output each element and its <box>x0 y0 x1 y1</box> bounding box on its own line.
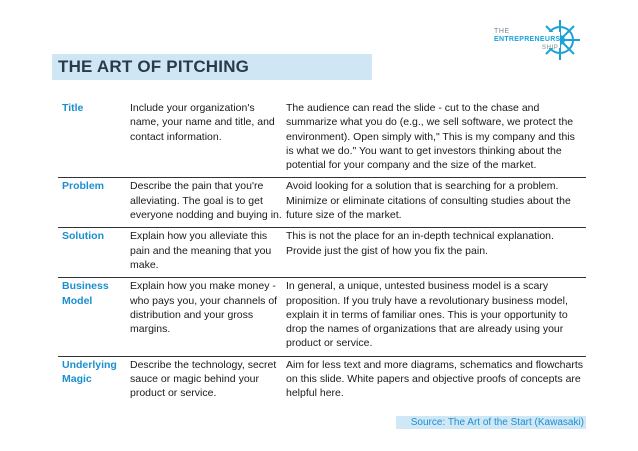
row-advice: This is not the place for an in-depth technical explanation. Provide just the gist of how you fix the pain. <box>284 228 586 278</box>
row-label: Title <box>62 102 84 114</box>
row-description: Describe the pain that you're alleviating. The goal is to get everyone nodding and buying in. <box>128 178 284 228</box>
row-label: Underlying Magic <box>58 356 128 405</box>
logo-line2: ENTREPRENEURS <box>494 36 561 43</box>
row-description: Describe the technology, secret sauce or magic behind your product or service. <box>128 356 284 405</box>
row-label: Problem <box>58 178 128 228</box>
table-row <box>58 278 586 356</box>
table-row <box>58 228 586 278</box>
row-label: Business Model <box>58 278 128 356</box>
row-advice: Avoid looking for a solution that is searching for a problem. Minimize or eliminate citations of consulting studies about the future size of the market. <box>284 178 586 228</box>
row-description: Explain how you alleviate this pain and the meaning that you make. <box>128 228 284 278</box>
table-row <box>58 356 586 405</box>
row-advice: In general, a unique, untested business model is a scary proposition. If you truly have a revolutionary business model, explain it in terms of familiar ones. This is your opportunity to drop the names of organizations that are already using your product or service. <box>284 278 586 356</box>
table-row <box>58 178 586 228</box>
row-description: Explain how you make money - who pays you, your channels of distribution and your gross margins. <box>128 278 284 356</box>
source-citation: Source: The Art of the Start (Kawasaki) <box>396 416 586 429</box>
logo <box>486 14 586 72</box>
row-label: Solution <box>58 228 128 278</box>
row-advice: The audience can read the slide - cut to the chase and summarize what you do (e.g., we sell software, we protect the environment). Open simply with," This is my company and this is what we do." You want to get investors thinking about the potential for your company and the size of the market. <box>286 102 575 172</box>
pitch-table <box>58 101 586 406</box>
slide-title: THE ART OF PITCHING <box>58 57 250 76</box>
table-row <box>58 101 586 178</box>
logo-line3: SHIP <box>542 45 559 51</box>
row-advice: Aim for less text and more diagrams, schematics and flowcharts on this slide. White papers and objective proofs of concepts are helpful here. <box>284 356 586 405</box>
logo-line1: THE <box>494 28 510 35</box>
row-description: Include your organization's name, your name and title, and contact information. <box>130 102 275 143</box>
title-bar <box>52 54 372 80</box>
